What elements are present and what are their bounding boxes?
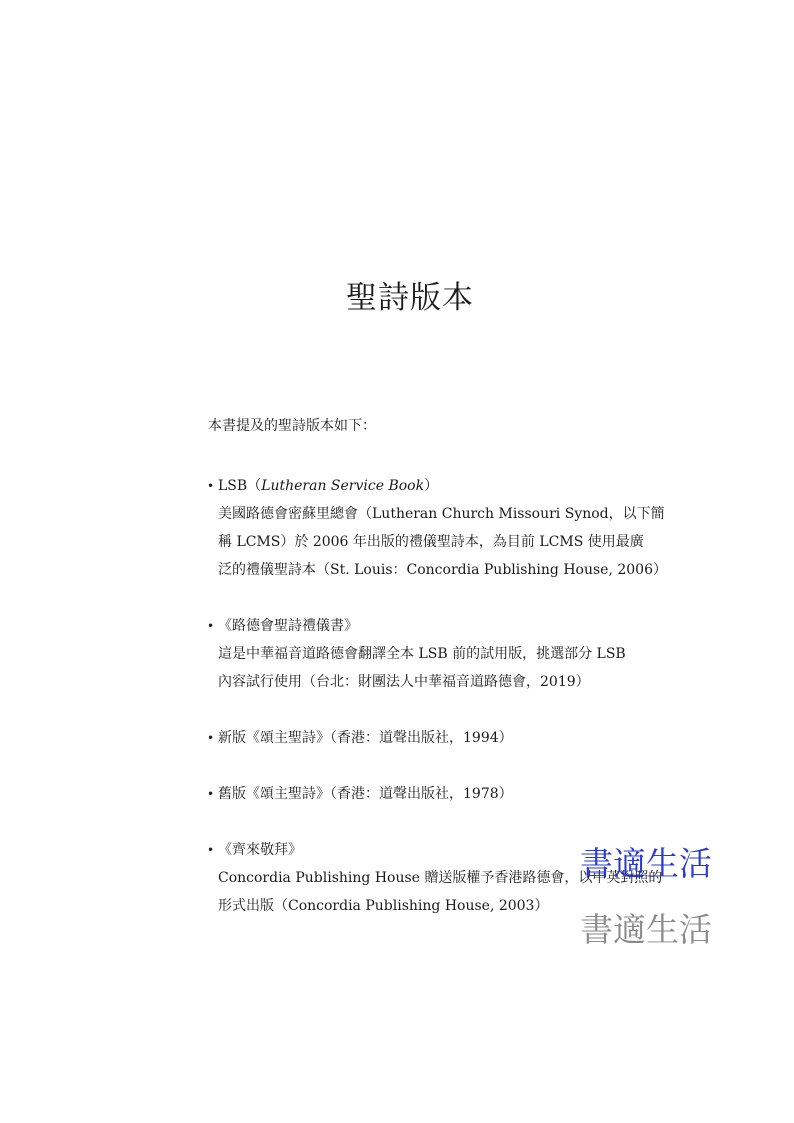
entry-description-line: 美國路德會密蘇里總會（Lutheran Church Missouri Synod，以下簡: [218, 506, 665, 522]
entry-heading: 新版《頌主聖詩》（香港：道聲出版社，1994）: [218, 730, 513, 746]
entry-description-line: 這是中華福音道路德會翻譯全本 LSB 前的試用版，挑選部分 LSB: [218, 646, 626, 662]
bullet-icon: •: [207, 787, 215, 801]
watermark-blue: 書適生活: [580, 844, 712, 883]
entry-heading: 舊版《頌主聖詩》（香港：道聲出版社，1978）: [218, 786, 513, 802]
intro-text: 本書提及的聖詩版本如下：: [208, 418, 376, 434]
bullet-icon: •: [207, 619, 215, 633]
entry-description-line: 形式出版（Concordia Publishing House, 2003）: [218, 898, 549, 914]
list-item-new-hymns-of-praise: [207, 724, 657, 752]
entry-heading: 《齊來敬拜》: [218, 842, 302, 858]
entry-description-line: 泛的禮儀聖詩本（St. Louis：Concordia Publishing House, 2006）: [218, 562, 667, 578]
entry-heading-italic-title: Lutheran Service Book: [261, 478, 425, 494]
list-item-lsb: [207, 472, 667, 584]
bullet-icon: •: [207, 479, 215, 493]
entry-description-line: 稱 LCMS）於 2006 年出版的禮儀聖詩本，為目前 LCMS 使用最廣: [218, 534, 644, 550]
bullet-icon: •: [207, 843, 215, 857]
entry-description-line: Concordia Publishing House 贈送版權予香港路德會，以中英對照的: [218, 870, 663, 886]
watermark-gray: 書適生活: [580, 910, 712, 949]
list-item-lutheran-hymnal-liturgy: [207, 612, 657, 696]
entry-description-line: 內容試行使用（台北：財團法人中華福音道路德會，2019）: [218, 674, 590, 690]
bullet-icon: •: [207, 731, 215, 745]
entry-heading-prefix: LSB（: [218, 478, 262, 494]
page-title: 聖詩版本: [346, 280, 474, 316]
entry-heading: 《路德會聖詩禮儀書》: [218, 618, 358, 634]
list-item-old-hymns-of-praise: [207, 780, 657, 808]
entry-heading: [218, 472, 657, 500]
entry-heading-suffix: ）: [424, 478, 439, 494]
